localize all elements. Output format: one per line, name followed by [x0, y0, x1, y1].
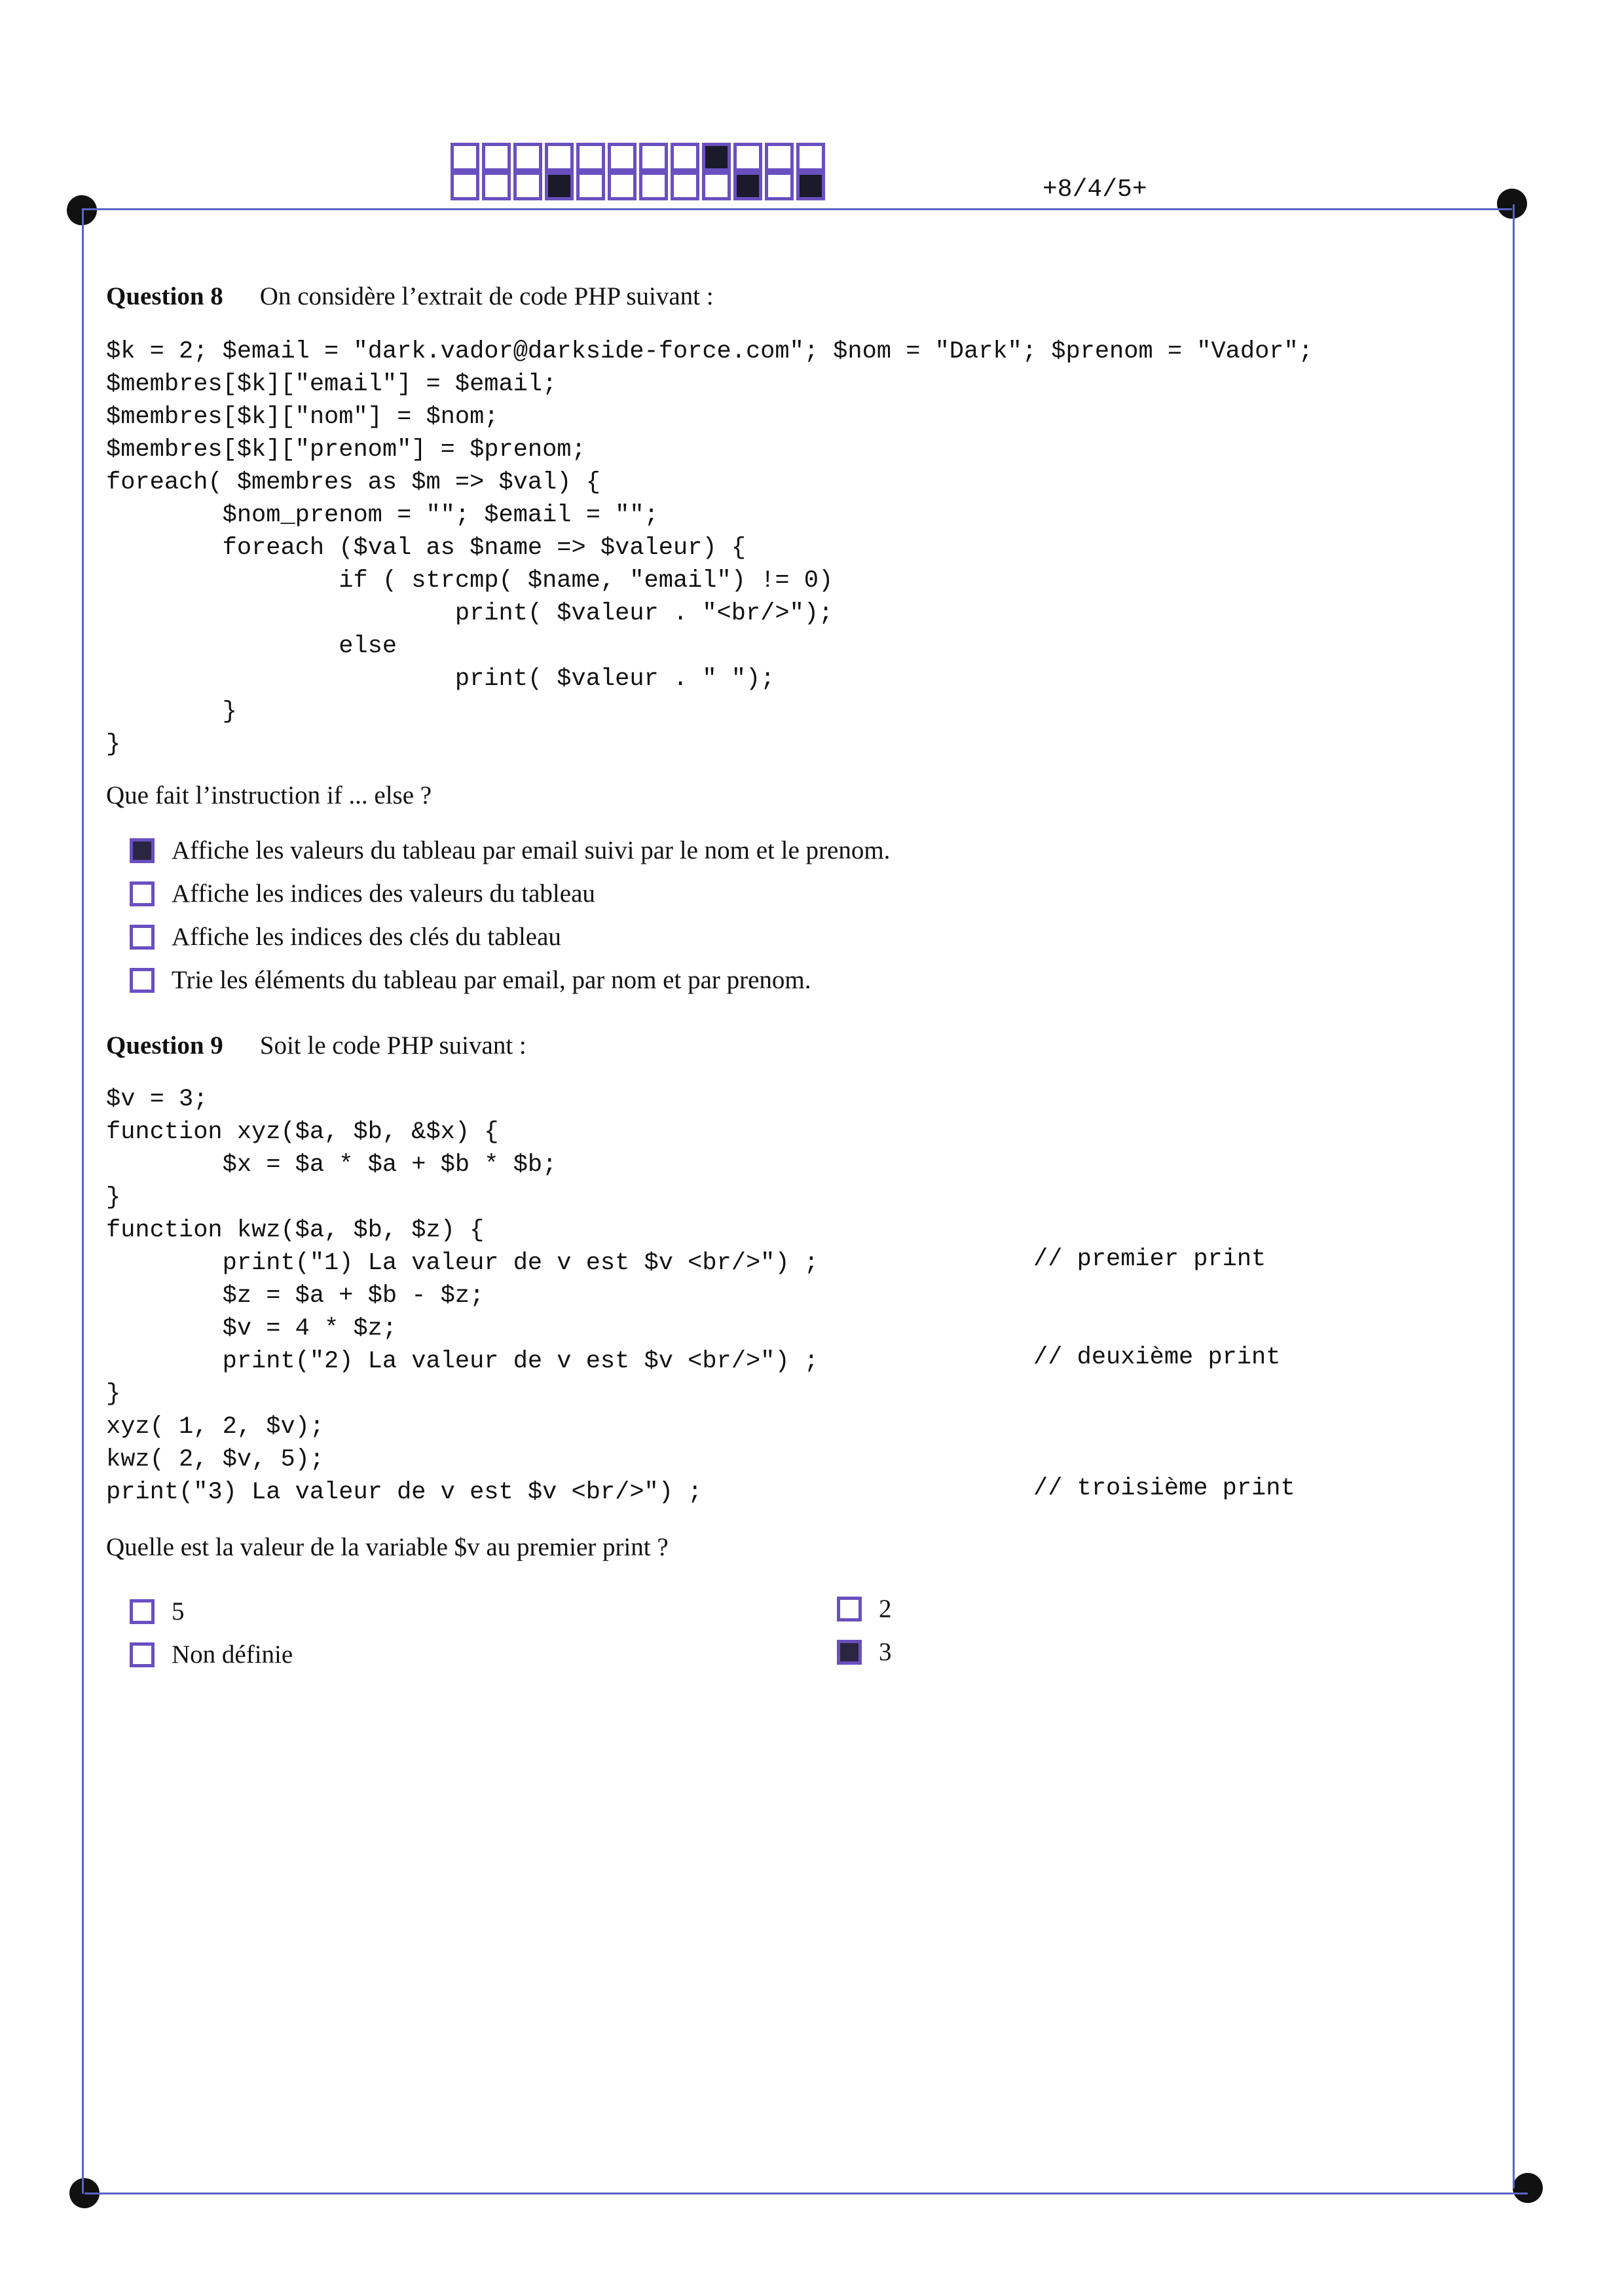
id-grid-cell	[733, 172, 762, 200]
frame-right	[1513, 204, 1515, 2189]
answer-label: Affiche les indices des valeurs du tableau	[172, 880, 595, 908]
frame-left	[82, 210, 84, 2194]
id-grid-cell	[608, 172, 637, 200]
id-grid-cell	[482, 172, 511, 200]
id-grid-cell	[576, 143, 605, 172]
frame-bottom	[84, 2193, 1528, 2194]
page-code: +8/4/5+	[1043, 176, 1147, 204]
id-grid-cell	[639, 143, 668, 172]
answer-checkbox[interactable]	[130, 838, 155, 863]
answer-checkbox[interactable]	[130, 1599, 155, 1624]
answer-checkbox[interactable]	[837, 1640, 862, 1665]
id-grid-cell	[702, 143, 731, 172]
id-grid-cell	[702, 172, 731, 200]
question-text: On considère l’extrait de code PHP suivant :	[259, 282, 714, 310]
id-grid-cell	[545, 143, 574, 172]
id-grid-row	[451, 172, 825, 200]
answer-label: Affiche les indices des clés du tableau	[172, 923, 561, 951]
corner-mark-bottom-right	[1513, 2173, 1543, 2203]
answer-checkbox[interactable]	[130, 1642, 155, 1667]
answer-label: 2	[879, 1595, 892, 1623]
question-9-prompt: Quelle est la valeur de la variable $v au premier print ?	[106, 1533, 669, 1561]
id-grid-cell	[765, 172, 794, 200]
frame-top	[82, 208, 1512, 210]
corner-mark-top-right	[1497, 189, 1527, 219]
answer-label: Trie les éléments du tableau par email, par nom et par prenom.	[172, 966, 811, 994]
question-8-code: $k = 2; $email = "dark.vador@darkside-force.com"; $nom = "Dark"; $prenom = "Vador"; $membres[$k]["email"] = $email; $membres[$k]["nom"] = $nom; $membres[$k]["prenom"] = $prenom; foreach( $membres as $m => $val) { $nom_prenom = ""; $email = ""; foreach ($val as $name => $valeur) { if ( strcmp( $name, "email") != 0) print( $valeur . "<br/>"); else print( $valeur . " "); } }	[106, 338, 1313, 758]
id-grid-cell	[671, 172, 699, 200]
question-text: Soit le code PHP suivant :	[259, 1031, 526, 1060]
answer-label: 3	[879, 1638, 892, 1666]
answer-label: Non définie	[172, 1640, 293, 1669]
answer-option[interactable]	[837, 1637, 892, 1667]
question-8-prompt: Que fait l’instruction if ... else ?	[106, 781, 432, 809]
answer-option[interactable]	[837, 1594, 892, 1623]
answer-option[interactable]	[130, 1597, 185, 1626]
answer-checkbox[interactable]	[130, 968, 155, 993]
id-grid-cell	[796, 172, 825, 200]
id-grid-cell	[765, 143, 794, 172]
answer-option[interactable]	[130, 965, 811, 995]
id-grid-cell	[482, 143, 511, 172]
id-grid-cell	[545, 172, 574, 200]
answer-checkbox[interactable]	[130, 881, 155, 906]
answer-label: Affiche les valeurs du tableau par email suivi par le nom et le prenom.	[172, 836, 891, 864]
id-grid-cell	[796, 143, 825, 172]
question-8-heading	[106, 282, 714, 311]
code-comment: // premier print	[1033, 1246, 1266, 1273]
answer-option[interactable]	[130, 836, 890, 865]
id-grid-cell	[608, 143, 637, 172]
answer-option[interactable]	[130, 879, 595, 908]
answer-checkbox[interactable]	[130, 925, 155, 950]
question-9-heading	[106, 1031, 526, 1060]
question-number: Question 9	[106, 1031, 223, 1060]
code-comment: // deuxième print	[1033, 1344, 1281, 1371]
id-grid-cell	[733, 143, 762, 172]
id-grid-cell	[671, 143, 699, 172]
student-id-grid	[451, 143, 825, 200]
id-grid-cell	[639, 172, 668, 200]
code-comment: // troisième print	[1033, 1475, 1295, 1502]
question-9-code: $v = 3; function xyz($a, $b, &$x) { $x = $a * $a + $b * $b; } function kwz($a, $b, $z) { print("1) La valeur de v est $v <br/>") ; $z = $a + $b - $z; $v = 4 * $z; print("2) La valeur de v est $v <br/>") ; } xyz( 1, 2, $v); kwz( 2, $v, 5); print("3) La valeur de v est $v <br/>") ;	[106, 1086, 819, 1506]
id-grid-cell	[513, 143, 542, 172]
answer-label: 5	[172, 1597, 185, 1625]
answer-checkbox[interactable]	[837, 1597, 862, 1621]
id-grid-cell	[451, 143, 479, 172]
id-grid-cell	[576, 172, 605, 200]
id-grid-cell	[451, 172, 479, 200]
question-number: Question 8	[106, 282, 223, 310]
id-grid-row	[451, 143, 825, 172]
answer-option[interactable]	[130, 922, 561, 952]
answer-option[interactable]	[130, 1640, 293, 1669]
id-grid-cell	[513, 172, 542, 200]
